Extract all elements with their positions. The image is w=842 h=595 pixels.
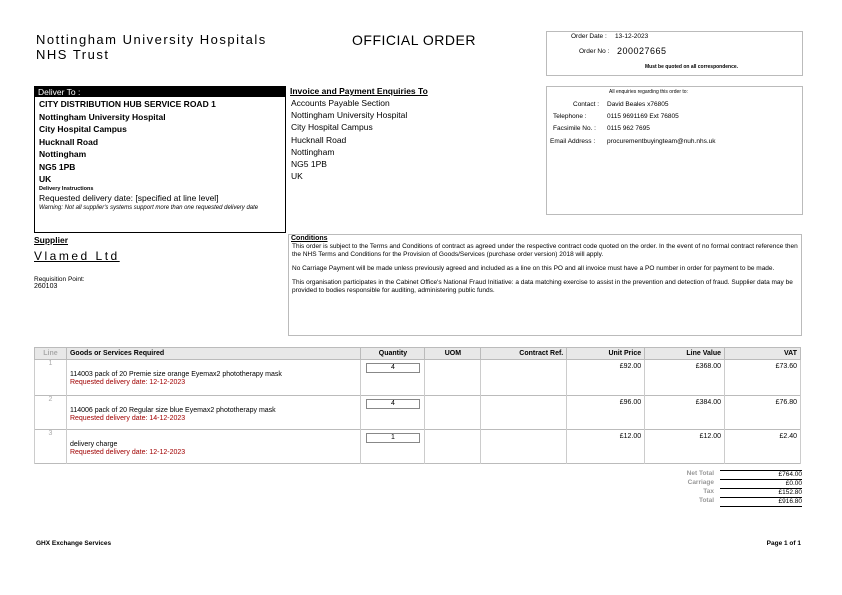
invoice-line: Accounts Payable Section (291, 98, 390, 108)
unit-price: £12.00 (567, 430, 645, 464)
quantity-value: 1 (366, 433, 420, 443)
invoice-line: UK (291, 171, 303, 182)
line-number: 1 (35, 360, 67, 396)
conditions-paragraph: No Carriage Payment will be made unless previously agreed and included as a line on this PO and all invoice must have a PO number in order for payment to be made. (292, 265, 775, 272)
table-row (35, 360, 801, 396)
order-items-table (34, 347, 801, 464)
item-description: 114006 pack of 20 Regular size blue Eyemax2 phototherapy mask (69, 407, 276, 414)
order-no-label: Order No : (579, 48, 610, 55)
telephone-label: Telephone : (553, 113, 587, 120)
column-header-vat: VAT (725, 348, 801, 360)
document-title: OFFICIAL ORDER (352, 32, 476, 48)
deliver-line: Hucknall Road (39, 136, 99, 147)
total-row (600, 497, 802, 506)
deliver-line: CITY DISTRIBUTION HUB SERVICE ROAD 1 (39, 99, 216, 109)
total-label: Total (698, 497, 714, 504)
tax-label: Tax (703, 488, 714, 495)
invoice-address-box (288, 86, 543, 231)
org-line-1: Nottingham University Hospitals (36, 32, 267, 47)
net-total-value: £764.00 (720, 470, 802, 479)
deliver-line: Nottingham University Hospital (39, 111, 166, 122)
quantity-cell (361, 360, 425, 396)
quantity-value: 4 (366, 363, 420, 373)
vat-value: £2.40 (725, 430, 801, 464)
column-header-contract-ref: Contract Ref. (481, 348, 567, 360)
invoice-line: NG5 1PB (291, 159, 327, 170)
deliver-line: UK (39, 174, 52, 184)
quantity-cell (361, 396, 425, 430)
order-note: Must be quoted on all correspondence. (645, 64, 739, 70)
goods-cell (66, 430, 360, 464)
net-total-label: Net Total (686, 470, 714, 477)
contract-ref-cell (481, 430, 567, 464)
carriage-label: Carriage (687, 479, 714, 486)
supplier-section (34, 235, 284, 290)
delivery-instructions-label: Delivery Instructions (39, 185, 94, 192)
deliver-line: Nottingham (39, 149, 87, 159)
carriage-row (600, 479, 802, 488)
invoice-header: Invoice and Payment Enquiries To (290, 86, 428, 96)
invoice-line: Nottingham (291, 146, 335, 157)
table-row (35, 396, 801, 430)
column-header-uom: UOM (425, 348, 481, 360)
enquiries-title: All enquiries regarding this order to: (609, 89, 688, 95)
item-description: 114003 pack of 20 Premie size orange Eyemax2 phototherapy mask (69, 371, 282, 378)
invoice-line: Hucknall Road (291, 134, 347, 145)
column-header-goods: Goods or Services Required (66, 348, 360, 360)
line-value: £384.00 (645, 396, 725, 430)
goods-cell (66, 396, 360, 430)
column-header-line-value: Line Value (645, 348, 725, 360)
supplier-name: Vlamed Ltd (34, 249, 120, 263)
uom-cell (425, 360, 481, 396)
unit-price: £92.00 (567, 360, 645, 396)
email-value: procurementbuyingteam@nuh.nhs.uk (607, 138, 716, 145)
table-header-row (35, 348, 801, 360)
unit-price: £96.00 (567, 396, 645, 430)
uom-cell (425, 396, 481, 430)
conditions-paragraph: This order is subject to the Terms and Conditions of contract as agreed under the respective contract code quoted on the order. In the event of no formal contract reference then the NHS Terms and Conditions for the Provision of Goods/Services (purchase order version) 2018 will apply. (292, 243, 798, 258)
totals-section (600, 470, 802, 506)
line-number: 3 (35, 430, 67, 464)
uom-cell (425, 430, 481, 464)
deliver-to-header: Deliver To : (35, 87, 285, 97)
carriage-value: £0.00 (720, 479, 802, 488)
conditions-header: Conditions (291, 235, 328, 242)
order-details-box (546, 31, 803, 76)
footer-left: GHX Exchange Services (36, 540, 112, 547)
column-header-unit-price: Unit Price (567, 348, 645, 360)
column-header-quantity: Quantity (361, 348, 425, 360)
item-requested-date: Requested delivery date: 12-12-2023 (69, 449, 186, 456)
deliver-to-box (34, 86, 286, 233)
deliver-line: City Hospital Campus (39, 124, 127, 134)
fax-label: Facsimile No. : (553, 125, 596, 132)
contact-label: Contact : (573, 101, 600, 108)
order-date: 13-12-2023 (615, 33, 649, 40)
deliver-line: NG5 1PB (39, 161, 76, 172)
organisation-name (36, 32, 267, 62)
contract-ref-cell (481, 396, 567, 430)
telephone-value: 0115 9691169 Ext 76805 (607, 113, 679, 120)
contract-ref-cell (481, 360, 567, 396)
page-number: Page 1 of 1 (766, 540, 801, 547)
vat-value: £73.60 (725, 360, 801, 396)
supplier-header: Supplier (34, 235, 69, 245)
order-number: 200027665 (617, 46, 667, 56)
conditions-paragraph: This organisation participates in the Cabinet Office's National Fraud Initiative: a data matching exercise to assist in the prevention and detection of fraud. Supplier data may be provided to bodies responsible for auditing, administering public funds. (292, 279, 793, 294)
line-value: £368.00 (645, 360, 725, 396)
org-line-2: NHS Trust (36, 47, 110, 62)
table-row (35, 430, 801, 464)
contact-value: David Beales x76805 (607, 101, 669, 108)
net-total-row (600, 470, 802, 479)
column-header-line: Line (35, 348, 67, 360)
requested-delivery-date: Requested delivery date: [specified at line level] (39, 192, 219, 203)
quantity-value: 4 (366, 399, 420, 409)
enquiries-box (546, 86, 803, 215)
vat-value: £76.80 (725, 396, 801, 430)
item-requested-date: Requested delivery date: 12-12-2023 (69, 379, 186, 386)
requisition-point-label: Requisition Point: (34, 276, 85, 283)
item-requested-date: Requested delivery date: 14-12-2023 (69, 415, 186, 422)
invoice-line: City Hospital Campus (291, 122, 373, 133)
line-number: 2 (35, 396, 67, 430)
tax-value: £152.80 (720, 488, 802, 497)
order-date-label: Order Date : (571, 33, 607, 40)
requisition-point: 260103 (34, 283, 58, 290)
invoice-line: Nottingham University Hospital (291, 110, 408, 121)
tax-row (600, 488, 802, 497)
conditions-box (288, 234, 802, 336)
fax-value: 0115 962 7695 (607, 125, 650, 132)
line-value: £12.00 (645, 430, 725, 464)
quantity-cell (361, 430, 425, 464)
email-label: Email Address : (550, 138, 596, 145)
total-value: £916.80 (720, 497, 802, 507)
goods-cell (66, 360, 360, 396)
item-description: delivery charge (69, 441, 118, 448)
delivery-warning: Warning: Not all supplier's systems support more than one requested delivery date (39, 204, 259, 211)
